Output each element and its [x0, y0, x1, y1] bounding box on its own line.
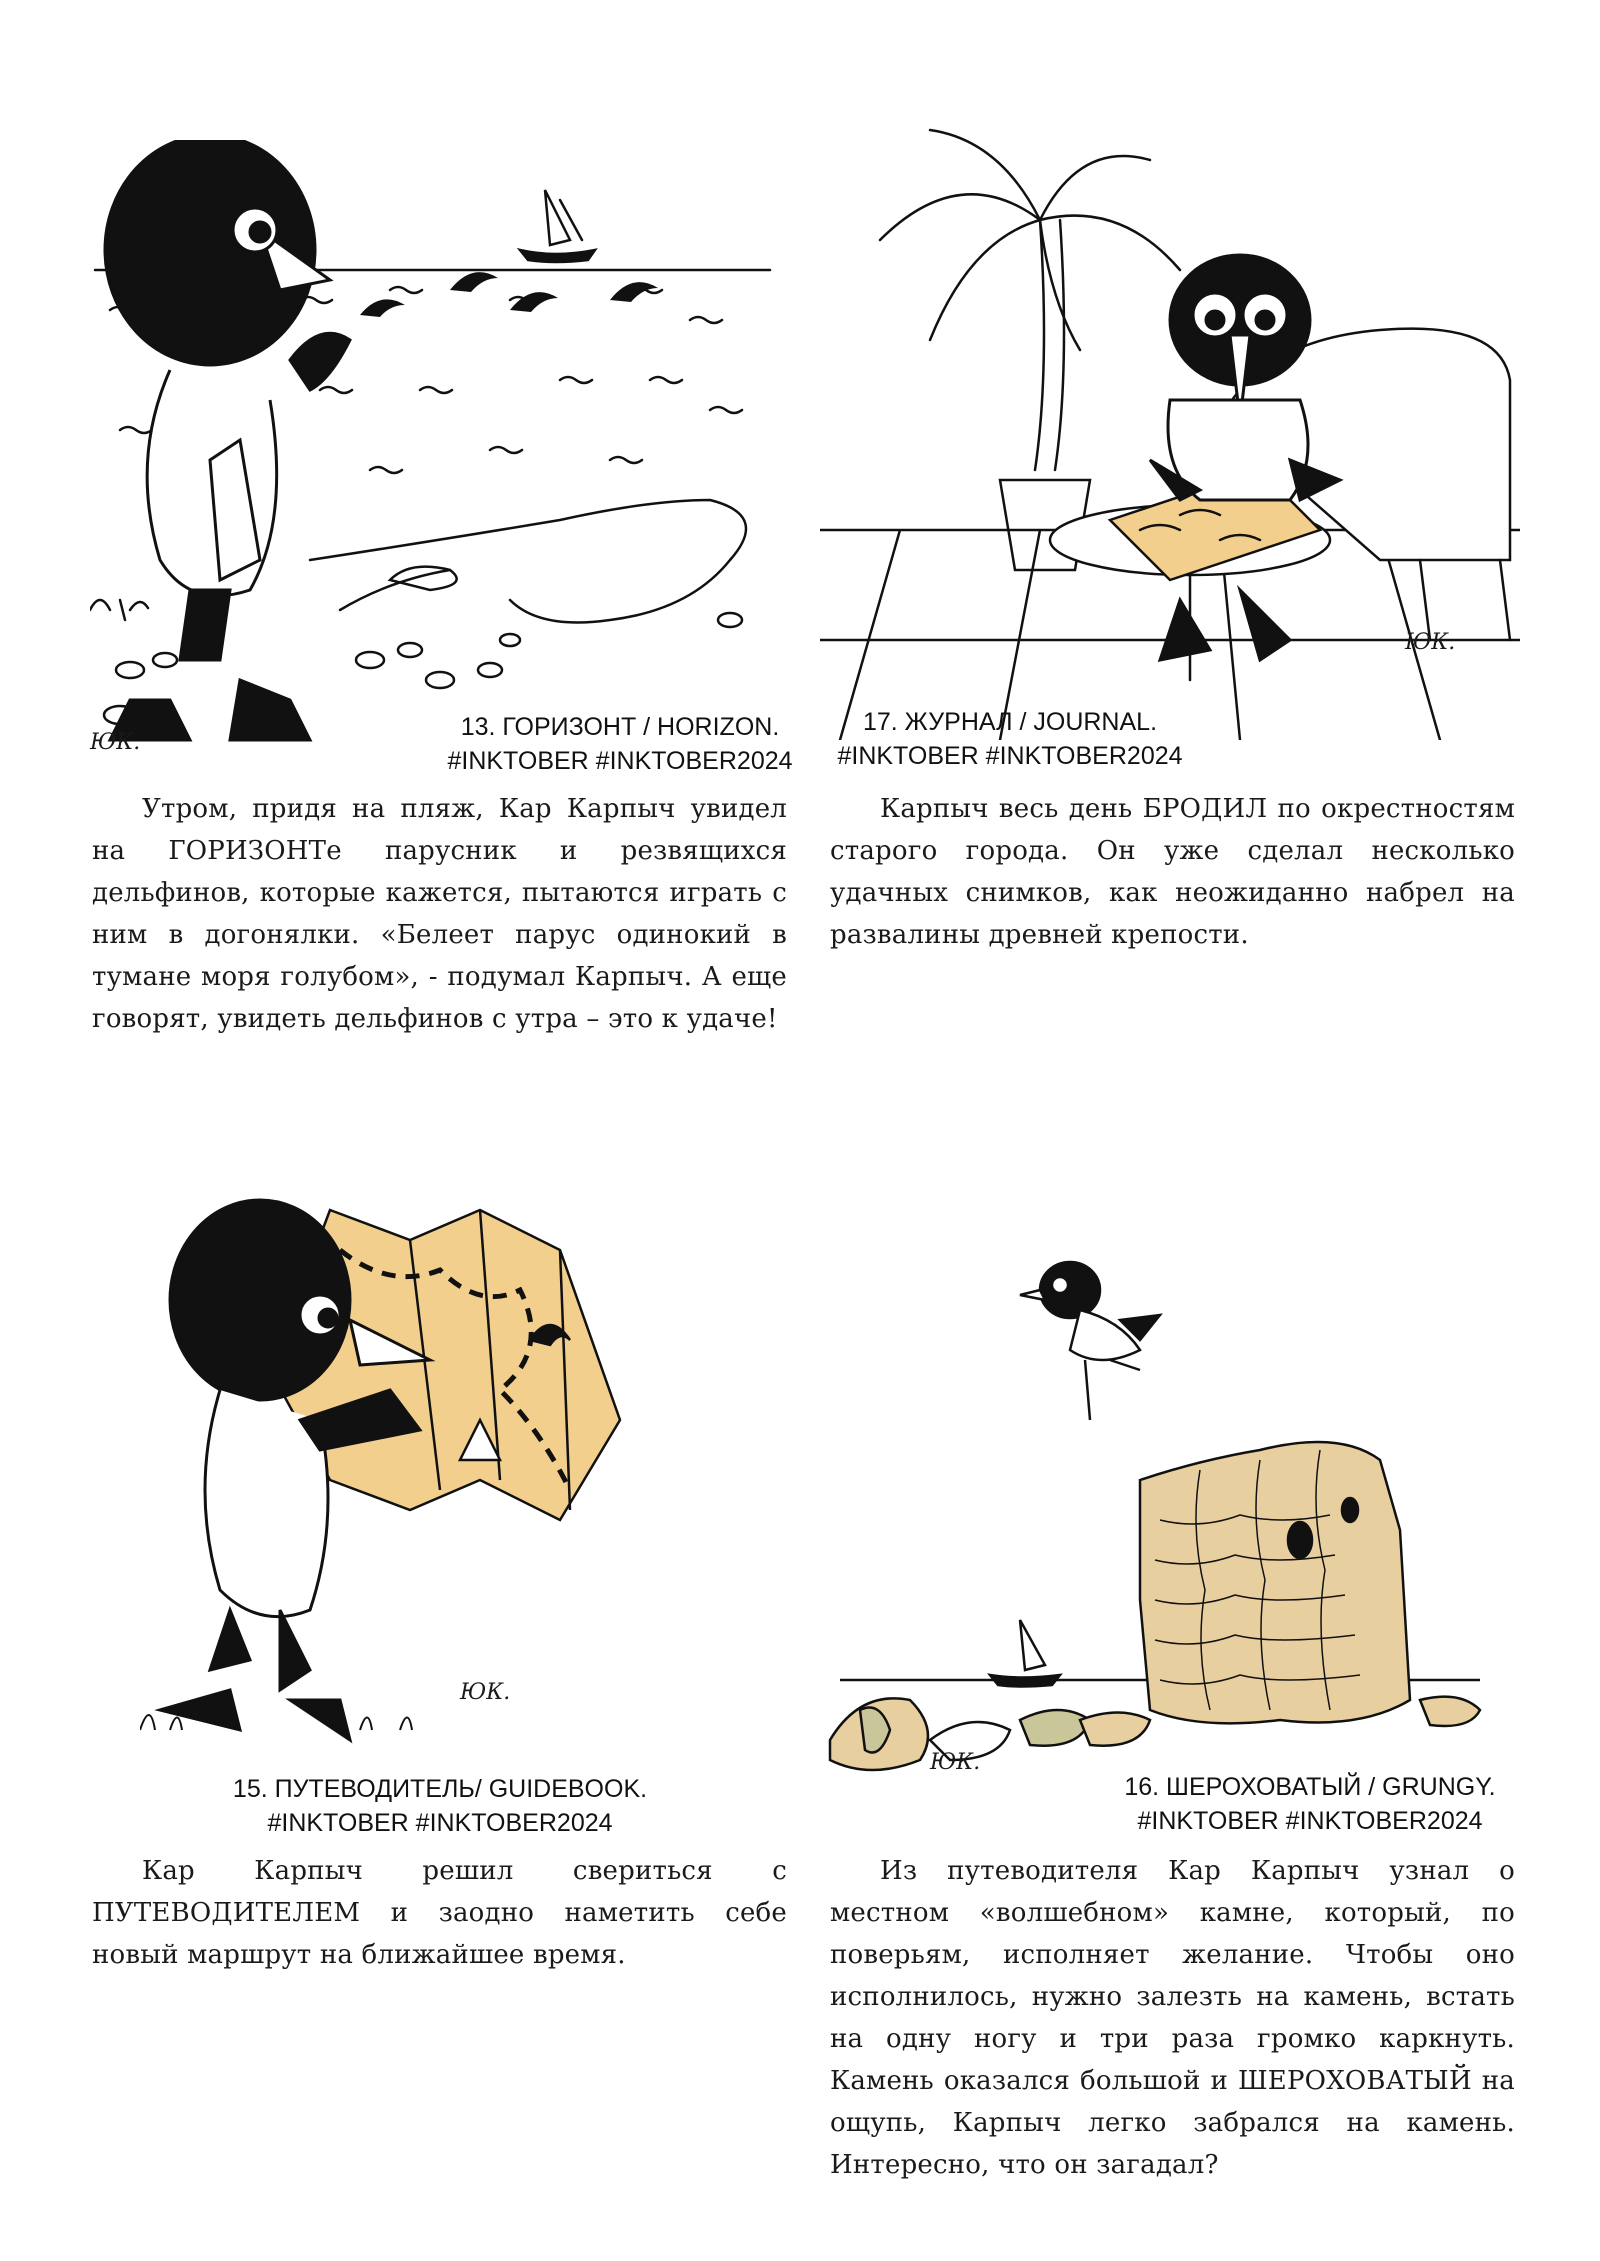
illustration-horizon — [90, 140, 790, 780]
signature: ЮК. — [930, 1750, 981, 1775]
illustration-grungy — [820, 1220, 1520, 1790]
signature: ЮК. — [460, 1680, 511, 1705]
caption-guidebook — [230, 1772, 650, 1840]
story-grungy: Из путеводителя Кар Карпыч узнал о местном «волшебном» камне, который, по поверьям, исполняет желание. Чтобы оно исполнилось, нужно залезть на камень, встать на одну ногу и три раза громко каркнуть. Камень оказался большой и ШЕРОХОВАТЫЙ на ощупь, Карпыч легко забрался на камень. Интересно, что он загадал? — [830, 1856, 1515, 2180]
illustration-guidebook — [140, 1190, 740, 1760]
guidebook-drawing — [140, 1190, 740, 1760]
caption-tags: #INKTOBER #INKTOBER2024 — [447, 747, 793, 775]
caption-grungy — [1120, 1770, 1500, 1838]
story-horizon: Утром, придя на пляж, Кар Карпыч увидел на ГОРИЗОНТе парусник и резвящихся дельфинов, которые кажется, пытаются играть с ним в догонялки. «Белеет парус одинокий в тумане моря голубом», - подумал Карпыч. А еще говорят, увидеть дельфинов с утра – это к удаче! — [92, 794, 787, 1034]
caption-horizon — [440, 710, 800, 778]
signature: ЮК. — [1405, 630, 1456, 655]
caption-title: 16. ШЕРОХОВАТЫЙ / GRUNGY. — [1124, 1773, 1496, 1801]
grungy-drawing — [820, 1220, 1520, 1790]
illustration-journal — [820, 120, 1520, 740]
horizon-drawing — [90, 140, 790, 780]
caption-title: 13. ГОРИЗОНТ / HORIZON. — [460, 713, 780, 741]
caption-title: 17. ЖУРНАЛ / JOURNAL. — [862, 708, 1158, 736]
story-journal: Карпыч весь день БРОДИЛ по окрестностям старого города. Он уже сделал несколько удачных снимков, как неожиданно набрел на развалины древней крепости. — [830, 794, 1515, 950]
caption-journal — [830, 705, 1190, 773]
signature: ЮК. — [90, 730, 141, 755]
caption-tags: #INKTOBER #INKTOBER2024 — [267, 1809, 613, 1837]
story-guidebook: Кар Карпыч решил свериться с ПУТЕВОДИТЕЛЕМ и заодно наметить себе новый маршрут на ближайшее время. — [92, 1856, 787, 1970]
caption-title: 15. ПУТЕВОДИТЕЛЬ/ GUIDEBOOK. — [232, 1775, 648, 1803]
caption-tags: #INKTOBER #INKTOBER2024 — [1137, 1807, 1483, 1835]
caption-tags: #INKTOBER #INKTOBER2024 — [837, 742, 1183, 770]
